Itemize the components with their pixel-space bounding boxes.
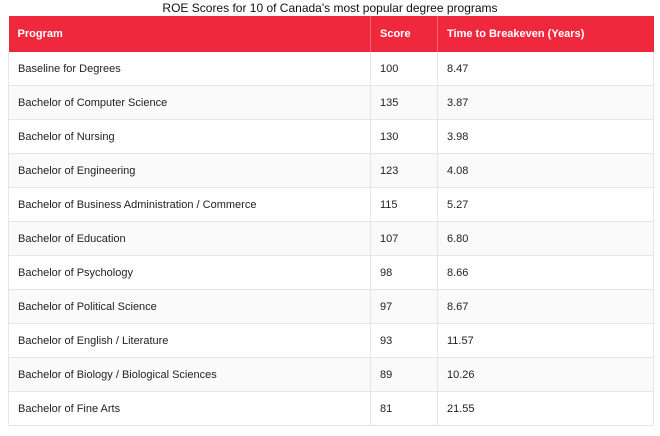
score-cell: 98 — [371, 256, 438, 290]
breakeven-cell: 6.80 — [438, 222, 654, 256]
table-row — [9, 256, 654, 290]
breakeven-cell: 4.08 — [438, 154, 654, 188]
table-body — [9, 52, 654, 426]
breakeven-cell: 11.57 — [438, 324, 654, 358]
score-cell: 89 — [371, 358, 438, 392]
roe-scores-table — [8, 16, 654, 426]
header-score: Score — [371, 16, 438, 52]
breakeven-cell: 8.66 — [438, 256, 654, 290]
score-cell: 93 — [371, 324, 438, 358]
program-cell: Bachelor of Engineering — [9, 154, 371, 188]
header-row — [9, 16, 654, 52]
breakeven-cell: 5.27 — [438, 188, 654, 222]
table-row — [9, 290, 654, 324]
table-row — [9, 222, 654, 256]
score-cell: 135 — [371, 86, 438, 120]
table-row — [9, 188, 654, 222]
score-cell: 81 — [371, 392, 438, 426]
program-cell: Bachelor of Education — [9, 222, 371, 256]
breakeven-cell: 8.47 — [438, 52, 654, 86]
table-row — [9, 154, 654, 188]
program-cell: Bachelor of Computer Science — [9, 86, 371, 120]
breakeven-cell: 3.98 — [438, 120, 654, 154]
table-title: ROE Scores for 10 of Canada's most popular degree programs — [162, 1, 498, 15]
table-row — [9, 392, 654, 426]
score-cell: 100 — [371, 52, 438, 86]
program-cell: Bachelor of Political Science — [9, 290, 371, 324]
table-header — [9, 16, 654, 52]
program-cell: Bachelor of Nursing — [9, 120, 371, 154]
program-cell: Bachelor of English / Literature — [9, 324, 371, 358]
table-row — [9, 120, 654, 154]
breakeven-cell: 3.87 — [438, 86, 654, 120]
program-cell: Bachelor of Business Administration / Commerce — [9, 188, 371, 222]
program-cell: Baseline for Degrees — [9, 52, 371, 86]
table-row — [9, 358, 654, 392]
breakeven-cell: 8.67 — [438, 290, 654, 324]
table-row — [9, 52, 654, 86]
breakeven-cell: 10.26 — [438, 358, 654, 392]
header-program: Program — [9, 16, 371, 52]
score-cell: 123 — [371, 154, 438, 188]
program-cell: Bachelor of Psychology — [9, 256, 371, 290]
score-cell: 130 — [371, 120, 438, 154]
table-row — [9, 86, 654, 120]
breakeven-cell: 21.55 — [438, 392, 654, 426]
score-cell: 97 — [371, 290, 438, 324]
header-time-to-breakeven: Time to Breakeven (Years) — [447, 28, 585, 40]
roe-table-container — [8, 16, 653, 426]
score-cell: 115 — [371, 188, 438, 222]
table-row — [9, 324, 654, 358]
program-cell: Bachelor of Fine Arts — [9, 392, 371, 426]
program-cell: Bachelor of Biology / Biological Sciences — [9, 358, 371, 392]
score-cell: 107 — [371, 222, 438, 256]
